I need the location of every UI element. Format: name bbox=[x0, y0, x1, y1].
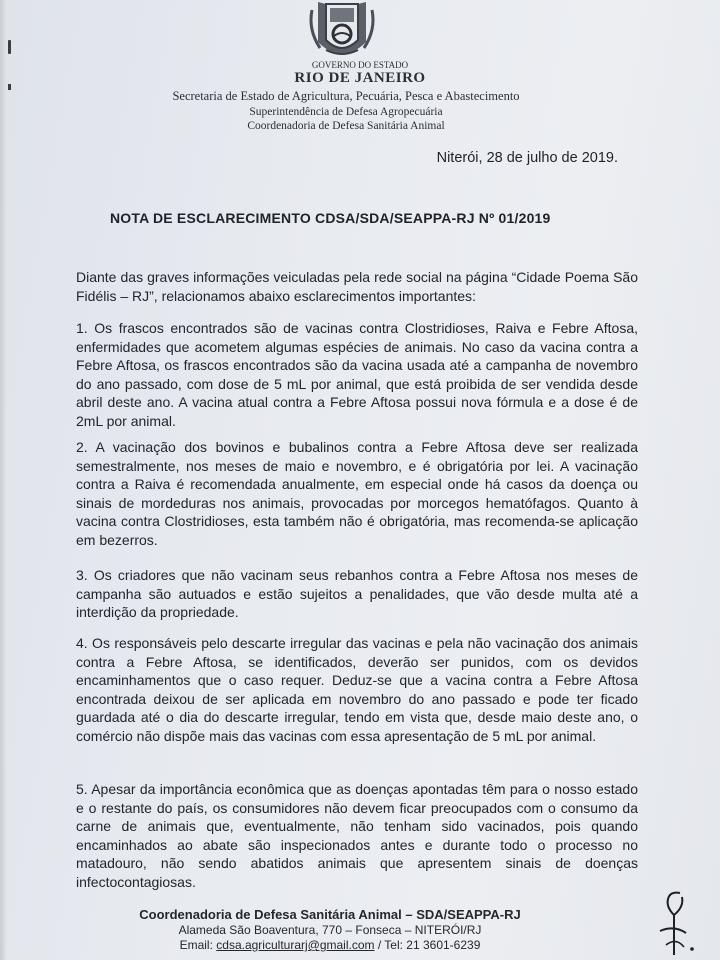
signature-icon bbox=[640, 885, 720, 960]
footer-email-link[interactable]: cdsa.agriculturarj@gmail.com bbox=[216, 938, 375, 952]
punch-mark bbox=[8, 40, 11, 54]
footer-address: Alameda São Boaventura, 770 – Fonseca – NITERÓI/RJ bbox=[178, 923, 482, 937]
header-superintendencia: Superintendência de Defesa Agropecuária bbox=[249, 106, 443, 118]
header-secretaria: Secretaria de Estado de Agricultura, Pecuária, Pesca e Abastecimento bbox=[172, 89, 520, 103]
header-government: GOVERNO DO ESTADO bbox=[311, 60, 409, 70]
footer-contact bbox=[0, 938, 690, 952]
footer-email-label: Email: bbox=[179, 938, 217, 952]
document-date: Niterói, 28 de julho de 2019. bbox=[436, 150, 618, 166]
header-coordenadoria: Coordenadoria de Defesa Sanitária Animal bbox=[247, 120, 445, 132]
coat-of-arms-icon bbox=[304, 0, 380, 60]
paragraph-2: 2. A vacinação dos bovinos e bubalinos contra a Febre Aftosa deve ser realizada semestralmente, nos meses de maio e novembro, e é obrigatória por lei. A vacinação contra a Raiva é recomendada anualmente, em especial onde há casos da doença ou sinais de mordeduras nos animais, provocadas por morcegos hematófagos. Quanto à vacina contra Clostridioses, esta também não é obrigatória, mas recomenda-se aplicação em bezerros. bbox=[76, 439, 638, 548]
intro-paragraph: Diante das graves informações veiculadas pela rede social na página “Cidade Poema São Fidélis – RJ”, relacionamos abaixo esclarecimentos importantes: bbox=[76, 269, 638, 304]
paper-edge bbox=[0, 0, 6, 960]
header-state: RIO DE JANEIRO bbox=[294, 70, 426, 86]
paragraph-4: 4. Os responsáveis pelo descarte irregular das vacinas e pela não vacinação dos animais contra a Febre Aftosa, se identificados, deverão ser punidos, com os devidos encaminhamentos que o caso requer. Deduz-se que a vacina contra a Febre Aftosa encontrada deixou de ser aplicada em novembro do ano passado e pode ter ficado guardada até o dia do descarte irregular, tendo em vista que, desde maio deste ano, o comércio não dispõe mais das vacinas com essa apresentação de 5 mL por animal. bbox=[76, 635, 638, 744]
paragraph-3: 3. Os criadores que não vacinam seus rebanhos contra a Febre Aftosa nos meses de campanha são autuados e estão sujeitos a penalidades, que vão desde multa até a interdição da propriedade. bbox=[76, 567, 638, 621]
footer-organization: Coordenadoria de Defesa Sanitária Animal – SDA/SEAPPA-RJ bbox=[139, 907, 521, 922]
footer-phone: / Tel: 21 3601-6239 bbox=[374, 938, 481, 952]
paragraph-1: 1. Os frascos encontrados são de vacinas contra Clostridioses, Raiva e Febre Aftosa, enfermidades que acometem algumas espécies de animais. No caso da vacina contra a Febre Aftosa, os frascos encontrados são da vacina usada até a campanha de novembro do ano passado, com dose de 5 mL por animal, que está proibida de ser vendida desde abril deste ano. A vacina atual contra a Febre Aftosa possui nova fórmula e a dose é de 2mL por animal. bbox=[76, 320, 638, 429]
paragraph-5: 5. Apesar da importância econômica que as doenças apontadas têm para o nosso estado e o restante do país, os consumidores não devem ficar preocupados com o consumo da carne de animais que, eventualmente, não tenham sido vacinados, pois quando encaminhados ao abate são inspecionados antes e durante todo o processo no matadouro, não sendo abatidos animais que apresentem sinais de doenças infectocontagiosas. bbox=[76, 781, 638, 890]
document-title: NOTA DE ESCLARECIMENTO CDSA/SDA/SEAPPA-RJ Nº 01/2019 bbox=[110, 210, 551, 226]
